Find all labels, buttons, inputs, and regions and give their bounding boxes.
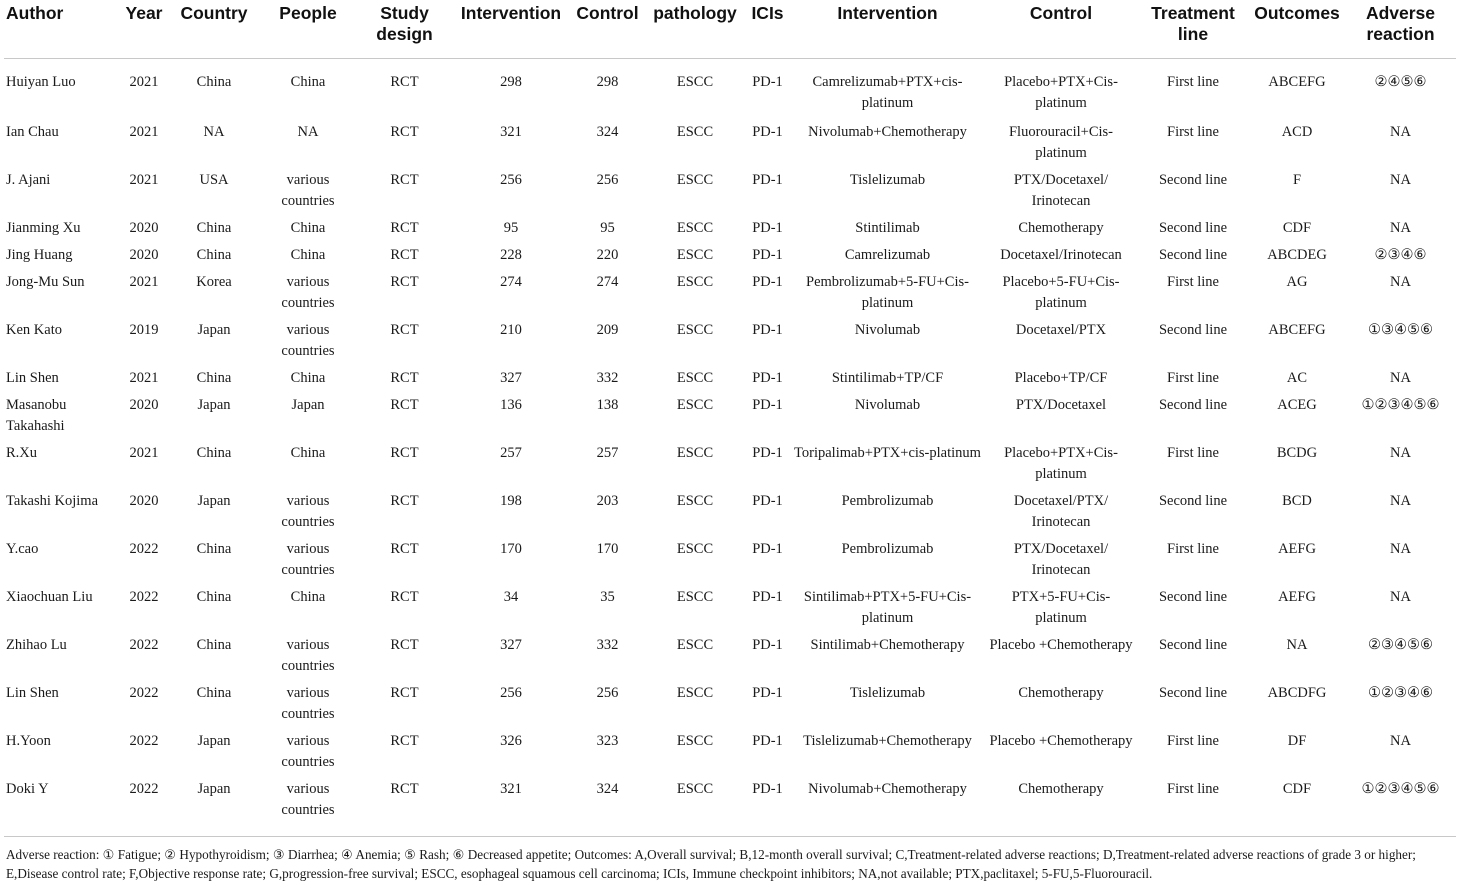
pathology-cell: ESCC [676, 321, 714, 338]
study-design-cell: RCT [390, 246, 419, 263]
column-header: Author [6, 3, 64, 23]
table-row [4, 779, 1456, 825]
pathology-cell: ESCC [676, 780, 714, 797]
intervention-regimen-cell: Camrelizumab [844, 246, 931, 263]
control-regimen-cell: Placebo+PTX+Cis-platinum [1004, 73, 1118, 111]
country-cell: Korea [196, 273, 232, 290]
country-cell: Japan [197, 732, 231, 749]
country-cell: China [196, 588, 232, 605]
pathology-cell: ESCC [676, 219, 714, 236]
adverse-reaction-cell: ①③④⑤⑥ [1368, 321, 1433, 338]
table-row [4, 320, 1456, 368]
control-regimen-cell: Placebo+PTX+Cis-platinum [1004, 444, 1118, 482]
adverse-reaction-cell: NA [1390, 588, 1411, 605]
column-header: People [279, 3, 337, 23]
table-header [4, 0, 1456, 58]
treatment-line-cell: Second line [1158, 492, 1228, 509]
table-divider [4, 836, 1456, 837]
table-row [4, 635, 1456, 683]
adverse-reaction-cell: NA [1390, 369, 1411, 386]
control-regimen-cell: Docetaxel/PTX/ Irinotecan [1013, 492, 1109, 530]
study-design-cell: RCT [390, 321, 419, 338]
country-cell: Japan [197, 396, 231, 413]
header-row [4, 0, 1456, 58]
outcomes-cell: AC [1286, 369, 1308, 386]
outcomes-cell: BCD [1282, 492, 1312, 509]
control-n-cell: 203 [596, 492, 619, 509]
country-cell: Japan [197, 321, 231, 338]
treatment-line-cell: First line [1167, 780, 1219, 797]
treatment-line-cell: First line [1167, 732, 1219, 749]
country-cell: China [196, 540, 232, 557]
year-cell: 2021 [129, 444, 159, 461]
icis-cell: PD-1 [752, 369, 783, 386]
intervention-n-cell: 170 [500, 540, 522, 557]
control-regimen-cell: PTX/Docetaxel/ Irinotecan [1013, 171, 1109, 209]
table-row [4, 491, 1456, 539]
adverse-reaction-cell: NA [1390, 219, 1411, 236]
intervention-regimen-cell: Nivolumab+Chemotherapy [808, 123, 967, 140]
intervention-regimen-cell: Pembrolizumab [841, 492, 934, 509]
treatment-line-cell: Second line [1158, 684, 1228, 701]
table-body [4, 58, 1456, 825]
author-cell: H.Yoon [6, 732, 51, 749]
study-design-cell: RCT [390, 540, 419, 557]
table-row [4, 683, 1456, 731]
control-regimen-cell: PTX/Docetaxel/ Irinotecan [1013, 540, 1109, 578]
study-design-cell: RCT [390, 636, 419, 653]
control-regimen-cell: Placebo+5-FU+Cis-platinum [1002, 273, 1120, 311]
intervention-n-cell: 228 [500, 246, 522, 263]
people-cell: China [290, 369, 326, 386]
table-row [4, 395, 1456, 443]
adverse-reaction-cell: NA [1390, 171, 1411, 188]
outcomes-cell: AEFG [1278, 540, 1316, 557]
icis-cell: PD-1 [752, 219, 783, 236]
adverse-reaction-cell: ②③④⑤⑥ [1368, 636, 1433, 653]
people-cell: various countries [281, 732, 335, 770]
control-n-cell: 95 [600, 219, 615, 236]
icis-cell: PD-1 [752, 444, 783, 461]
author-cell: Huiyan Luo [6, 73, 76, 90]
people-cell: various countries [281, 540, 335, 578]
adverse-reaction-cell: ①②③④⑥ [1368, 684, 1433, 701]
control-n-cell: 274 [596, 273, 619, 290]
outcomes-cell: ABCDEG [1267, 246, 1327, 263]
pathology-cell: ESCC [676, 444, 714, 461]
outcomes-cell: F [1292, 171, 1302, 188]
adverse-reaction-cell: NA [1390, 123, 1411, 140]
icis-cell: PD-1 [752, 396, 783, 413]
year-cell: 2019 [129, 321, 159, 338]
study-characteristics-table [4, 0, 1456, 825]
country-cell: China [196, 636, 232, 653]
control-n-cell: 256 [596, 171, 619, 188]
table-row [4, 122, 1456, 170]
year-cell: 2022 [129, 588, 159, 605]
icis-cell: PD-1 [752, 492, 783, 509]
study-design-cell: RCT [390, 732, 419, 749]
outcomes-cell: ABCDFG [1267, 684, 1327, 701]
control-regimen-cell: Docetaxel/Irinotecan [1000, 246, 1122, 263]
country-cell: China [196, 246, 232, 263]
icis-cell: PD-1 [752, 636, 783, 653]
icis-cell: PD-1 [752, 732, 783, 749]
column-header: Year [125, 3, 163, 23]
intervention-regimen-cell: Tislelizumab+Chemotherapy [803, 732, 972, 749]
control-regimen-cell: Chemotherapy [1018, 684, 1104, 701]
pathology-cell: ESCC [676, 123, 714, 140]
intervention-n-cell: 274 [500, 273, 522, 290]
control-n-cell: 256 [596, 684, 619, 701]
treatment-line-cell: First line [1167, 444, 1219, 461]
treatment-line-cell: First line [1167, 540, 1219, 557]
adverse-reaction-cell: NA [1390, 273, 1411, 290]
country-cell: Japan [197, 492, 231, 509]
people-cell: China [290, 246, 326, 263]
people-cell: various countries [281, 780, 335, 818]
country-cell: China [196, 369, 232, 386]
study-design-cell: RCT [390, 492, 419, 509]
year-cell: 2020 [129, 492, 159, 509]
column-header: Control [1029, 3, 1093, 23]
treatment-line-cell: Second line [1158, 396, 1228, 413]
control-regimen-cell: PTX/Docetaxel [1015, 396, 1107, 413]
adverse-reaction-cell: ②③④⑥ [1374, 246, 1427, 263]
outcomes-cell: ABCEFG [1268, 321, 1326, 338]
country-cell: Japan [197, 780, 231, 797]
pathology-cell: ESCC [676, 540, 714, 557]
control-n-cell: 324 [596, 780, 619, 797]
intervention-regimen-cell: Stintilimab+TP/CF [831, 369, 944, 386]
adverse-reaction-cell: NA [1390, 492, 1411, 509]
adverse-reaction-cell: ②④⑤⑥ [1374, 73, 1427, 90]
people-cell: various countries [281, 492, 335, 530]
column-header: Control [576, 3, 639, 23]
treatment-line-cell: Second line [1158, 246, 1228, 263]
column-header: Adverse reaction [1365, 3, 1436, 44]
intervention-regimen-cell: Camrelizumab+PTX+cis-platinum [812, 73, 963, 111]
study-design-cell: RCT [390, 444, 419, 461]
year-cell: 2022 [129, 732, 159, 749]
table-row [4, 245, 1456, 272]
country-cell: China [196, 684, 232, 701]
intervention-regimen-cell: Tislelizumab [849, 684, 926, 701]
outcomes-cell: AG [1286, 273, 1308, 290]
pathology-cell: ESCC [676, 273, 714, 290]
icis-cell: PD-1 [752, 171, 783, 188]
author-cell: Lin Shen [6, 369, 59, 386]
control-regimen-cell: Placebo +Chemotherapy [989, 636, 1133, 653]
study-design-cell: RCT [390, 588, 419, 605]
column-header: ICIs [751, 3, 784, 23]
outcomes-cell: BCDG [1276, 444, 1318, 461]
table-row [4, 272, 1456, 320]
control-n-cell: 332 [596, 636, 619, 653]
intervention-regimen-cell: Nivolumab+Chemotherapy [808, 780, 967, 797]
author-cell: Xiaochuan Liu [6, 588, 93, 605]
column-header: Country [180, 3, 248, 23]
treatment-line-cell: Second line [1158, 321, 1228, 338]
intervention-n-cell: 34 [503, 588, 519, 605]
treatment-line-cell: Second line [1158, 171, 1228, 188]
outcomes-cell: CDF [1282, 219, 1312, 236]
author-cell: R.Xu [6, 444, 38, 461]
treatment-line-cell: Second line [1158, 636, 1228, 653]
control-n-cell: 323 [596, 732, 619, 749]
outcomes-cell: AEFG [1278, 588, 1316, 605]
table-row [4, 587, 1456, 635]
column-header: Study design [376, 3, 433, 44]
author-cell: Ian Chau [6, 123, 59, 140]
study-design-cell: RCT [390, 171, 419, 188]
adverse-reaction-cell: ①②③④⑤⑥ [1361, 780, 1440, 797]
intervention-regimen-cell: Nivolumab [854, 321, 921, 338]
author-cell: Y.cao [6, 540, 39, 557]
column-header: Treatment line [1151, 3, 1235, 44]
year-cell: 2022 [129, 540, 159, 557]
intervention-n-cell: 95 [503, 219, 519, 236]
intervention-n-cell: 326 [500, 732, 522, 749]
people-cell: NA [297, 123, 319, 140]
people-cell: Japan [291, 396, 325, 413]
icis-cell: PD-1 [752, 780, 783, 797]
pathology-cell: ESCC [676, 246, 714, 263]
year-cell: 2020 [129, 396, 159, 413]
control-regimen-cell: PTX+5-FU+Cis-platinum [1011, 588, 1111, 626]
intervention-regimen-cell: Sintilimab+Chemotherapy [810, 636, 965, 653]
icis-cell: PD-1 [752, 73, 783, 90]
treatment-line-cell: First line [1167, 369, 1219, 386]
country-cell: NA [203, 123, 225, 140]
intervention-n-cell: 256 [500, 171, 522, 188]
study-design-cell: RCT [390, 780, 419, 797]
intervention-n-cell: 136 [500, 396, 522, 413]
intervention-n-cell: 327 [500, 369, 522, 386]
pathology-cell: ESCC [676, 73, 714, 90]
author-cell: Jing Huang [6, 246, 73, 263]
intervention-n-cell: 210 [500, 321, 522, 338]
year-cell: 2021 [129, 123, 159, 140]
author-cell: J. Ajani [6, 171, 51, 188]
control-n-cell: 220 [596, 246, 619, 263]
table-row [4, 443, 1456, 491]
intervention-n-cell: 298 [500, 73, 522, 90]
author-cell: Jong-Mu Sun [6, 273, 85, 290]
study-design-cell: RCT [390, 684, 419, 701]
column-header: Intervention [837, 3, 938, 23]
country-cell: China [196, 444, 232, 461]
people-cell: China [290, 73, 326, 90]
control-regimen-cell: Chemotherapy [1018, 219, 1104, 236]
intervention-n-cell: 327 [500, 636, 522, 653]
author-cell: Lin Shen [6, 684, 59, 701]
treatment-line-cell: First line [1167, 123, 1219, 140]
treatment-line-cell: Second line [1158, 219, 1228, 236]
outcomes-cell: ACD [1281, 123, 1313, 140]
control-n-cell: 209 [596, 321, 619, 338]
icis-cell: PD-1 [752, 246, 783, 263]
study-design-cell: RCT [390, 396, 419, 413]
country-cell: China [196, 73, 232, 90]
control-regimen-cell: Fluorouracil+Cis-platinum [1008, 123, 1114, 161]
outcomes-cell: DF [1287, 732, 1307, 749]
country-cell: China [196, 219, 232, 236]
study-design-cell: RCT [390, 369, 419, 386]
intervention-regimen-cell: Nivolumab [854, 396, 921, 413]
table-footnote: Adverse reaction: ① Fatigue; ② Hypothyroidism; ③ Diarrhea; ④ Anemia; ⑤ Rash; ⑥ Decreased appetite; Outcomes: A,Overall survival; B,12-month overall survival; C,Treatment-related adverse reactions; D,Treatment-related adverse reactions of grade 3 or higher; E,Disease control rate; F,Objective response rate; G,progression-free survival; ESCC, esophageal squamous cell carcinoma; ICIs, Immune checkpoint inhibitors; NA,not available; PTX,paclitaxel; 5-FU,5-Fluorouracil. [6, 847, 1416, 881]
treatment-line-cell: Second line [1158, 588, 1228, 605]
intervention-n-cell: 321 [500, 780, 522, 797]
intervention-n-cell: 257 [500, 444, 522, 461]
author-cell: Zhihao Lu [6, 636, 67, 653]
control-n-cell: 324 [596, 123, 619, 140]
icis-cell: PD-1 [752, 588, 783, 605]
intervention-regimen-cell: Pembrolizumab [841, 540, 934, 557]
column-header: Intervention [460, 3, 562, 23]
pathology-cell: ESCC [676, 492, 714, 509]
intervention-regimen-cell: Toripalimab+PTX+cis-platinum [794, 444, 981, 461]
table-row [4, 368, 1456, 395]
icis-cell: PD-1 [752, 321, 783, 338]
pathology-cell: ESCC [676, 171, 714, 188]
control-regimen-cell: Placebo+TP/CF [1014, 369, 1108, 386]
outcomes-cell: CDF [1282, 780, 1312, 797]
outcomes-cell: ACEG [1277, 396, 1317, 413]
author-cell: Masanobu Takahashi [6, 396, 67, 434]
treatment-line-cell: First line [1167, 73, 1219, 90]
adverse-reaction-cell: NA [1390, 540, 1411, 557]
country-cell: USA [199, 171, 229, 188]
table-row [4, 170, 1456, 218]
adverse-reaction-cell: NA [1390, 444, 1411, 461]
control-n-cell: 257 [596, 444, 619, 461]
author-cell: Jianming Xu [6, 219, 81, 236]
intervention-regimen-cell: Pembrolizumab+5-FU+Cis-platinum [806, 273, 969, 311]
icis-cell: PD-1 [752, 273, 783, 290]
study-design-cell: RCT [390, 219, 419, 236]
pathology-cell: ESCC [676, 636, 714, 653]
year-cell: 2022 [129, 684, 159, 701]
year-cell: 2022 [129, 636, 159, 653]
control-n-cell: 138 [596, 396, 619, 413]
adverse-reaction-cell: NA [1390, 732, 1411, 749]
column-header: Outcomes [1254, 3, 1340, 23]
icis-cell: PD-1 [752, 684, 783, 701]
pathology-cell: ESCC [676, 369, 714, 386]
year-cell: 2021 [129, 73, 159, 90]
intervention-n-cell: 256 [500, 684, 522, 701]
icis-cell: PD-1 [752, 540, 783, 557]
control-regimen-cell: Placebo +Chemotherapy [989, 732, 1133, 749]
pathology-cell: ESCC [676, 684, 714, 701]
control-regimen-cell: Chemotherapy [1018, 780, 1104, 797]
adverse-reaction-cell: ①②③④⑤⑥ [1361, 396, 1440, 413]
study-design-cell: RCT [390, 123, 419, 140]
people-cell: various countries [281, 636, 335, 674]
control-n-cell: 298 [596, 73, 619, 90]
column-header: pathology [653, 3, 737, 23]
treatment-line-cell: First line [1167, 273, 1219, 290]
author-cell: Takashi Kojima [6, 492, 99, 509]
year-cell: 2020 [129, 219, 159, 236]
pathology-cell: ESCC [676, 732, 714, 749]
intervention-n-cell: 321 [500, 123, 522, 140]
table-row [4, 218, 1456, 245]
intervention-n-cell: 198 [500, 492, 522, 509]
control-n-cell: 332 [596, 369, 619, 386]
people-cell: China [290, 219, 326, 236]
people-cell: various countries [281, 684, 335, 722]
year-cell: 2021 [129, 369, 159, 386]
icis-cell: PD-1 [752, 123, 783, 140]
outcomes-cell: ABCEFG [1268, 73, 1326, 90]
people-cell: various countries [281, 273, 335, 311]
table-row [4, 731, 1456, 779]
people-cell: China [290, 444, 326, 461]
control-n-cell: 170 [596, 540, 619, 557]
pathology-cell: ESCC [676, 588, 714, 605]
year-cell: 2022 [129, 780, 159, 797]
people-cell: China [290, 588, 326, 605]
outcomes-cell: NA [1286, 636, 1308, 653]
year-cell: 2020 [129, 246, 159, 263]
author-cell: Ken Kato [6, 321, 62, 338]
table-row [4, 58, 1456, 122]
author-cell: Doki Y [6, 780, 49, 797]
intervention-regimen-cell: Stintilimab [855, 219, 920, 236]
people-cell: various countries [281, 171, 335, 209]
pathology-cell: ESCC [676, 396, 714, 413]
control-n-cell: 35 [600, 588, 615, 605]
people-cell: various countries [281, 321, 335, 359]
year-cell: 2021 [129, 273, 159, 290]
study-design-cell: RCT [390, 73, 419, 90]
intervention-regimen-cell: Tislelizumab [849, 171, 926, 188]
control-regimen-cell: Docetaxel/PTX [1015, 321, 1107, 338]
table-row [4, 539, 1456, 587]
study-design-cell: RCT [390, 273, 419, 290]
intervention-regimen-cell: Sintilimab+PTX+5-FU+Cis-platinum [803, 588, 972, 626]
year-cell: 2021 [129, 171, 159, 188]
